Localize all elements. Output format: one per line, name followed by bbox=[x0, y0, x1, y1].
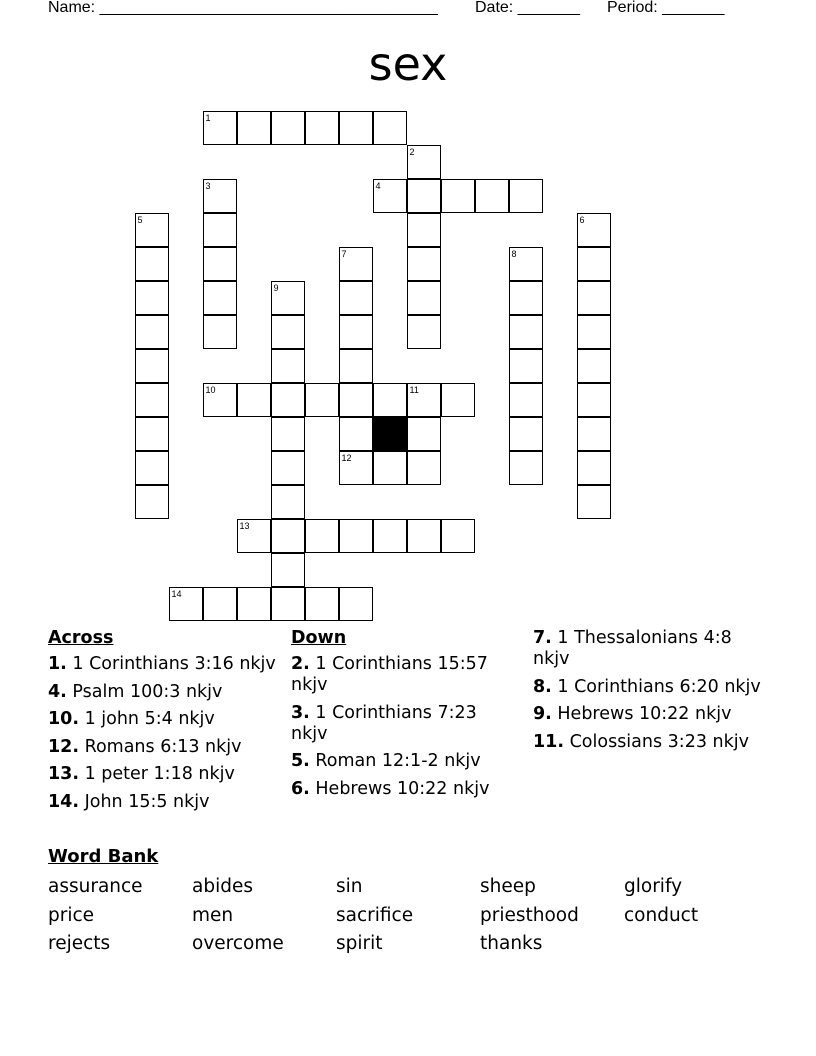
clue-item bbox=[291, 654, 516, 696]
word-bank-item: sacrifice bbox=[336, 904, 414, 926]
clue-item-number: 6. bbox=[291, 778, 310, 799]
clue-item bbox=[291, 703, 516, 745]
clue-number: 12 bbox=[341, 453, 352, 463]
word-bank-item: glorify bbox=[624, 876, 683, 897]
clue-item-number: 2. bbox=[291, 654, 310, 674]
clue-item-text: Romans 6:13 nkjv bbox=[79, 736, 242, 757]
grid-cell[interactable] bbox=[509, 281, 543, 315]
clue-item-text: 1 Corinthians 3:16 nkjv bbox=[66, 654, 276, 674]
grid-cell[interactable] bbox=[339, 451, 373, 485]
clue-item bbox=[533, 732, 763, 753]
clue-item-number: 14. bbox=[48, 791, 80, 812]
grid-cell[interactable] bbox=[407, 383, 441, 417]
clue-item-text: Hebrews 10:22 nkjv bbox=[309, 778, 490, 799]
clue-item-number: 13. bbox=[48, 764, 80, 784]
grid-cell[interactable] bbox=[271, 519, 305, 553]
grid-cell[interactable] bbox=[407, 179, 441, 213]
word-bank-item: conduct bbox=[624, 904, 699, 926]
page-title: sex bbox=[368, 37, 448, 91]
grid-cell[interactable] bbox=[237, 111, 271, 145]
grid-cell[interactable] bbox=[271, 349, 305, 383]
date-field-label: Date: _______ bbox=[475, 0, 580, 16]
clue-item-text: 1 Corinthians 15:57 nkjv bbox=[291, 654, 488, 695]
clue-number: 1 bbox=[205, 113, 211, 123]
grid-cell[interactable] bbox=[135, 247, 169, 281]
clues-column-2 bbox=[291, 628, 516, 806]
clue-number: 13 bbox=[239, 521, 250, 531]
across-heading: Across bbox=[48, 628, 114, 648]
clue-number: 5 bbox=[137, 215, 143, 225]
period-field-label: Period: _______ bbox=[607, 0, 725, 16]
grid-cell[interactable] bbox=[577, 485, 611, 519]
grid-cell[interactable] bbox=[407, 315, 441, 349]
word-bank bbox=[48, 873, 768, 959]
grid-cell[interactable] bbox=[339, 587, 373, 621]
grid-cell[interactable] bbox=[271, 111, 305, 145]
clue-item-text: 1 peter 1:18 nkjv bbox=[79, 764, 235, 784]
clue-item bbox=[533, 628, 763, 670]
clue-item-text: 1 john 5:4 nkjv bbox=[79, 709, 215, 729]
grid-cell[interactable] bbox=[407, 145, 441, 179]
grid-cell[interactable] bbox=[577, 315, 611, 349]
grid-cell[interactable] bbox=[305, 587, 339, 621]
black-square bbox=[373, 417, 407, 451]
grid-cell[interactable] bbox=[509, 349, 543, 383]
grid-cell[interactable] bbox=[373, 383, 407, 417]
grid-cell[interactable] bbox=[407, 451, 441, 485]
grid-cell[interactable] bbox=[203, 179, 237, 213]
grid-cell[interactable] bbox=[237, 383, 271, 417]
word-bank-item: price bbox=[48, 904, 95, 926]
grid-cell[interactable] bbox=[339, 349, 373, 383]
grid-cell[interactable] bbox=[577, 281, 611, 315]
clue-item-number: 9. bbox=[533, 704, 552, 724]
grid-cell[interactable] bbox=[339, 417, 373, 451]
across-clue-list bbox=[48, 654, 278, 813]
word-bank-heading: Word Bank bbox=[48, 846, 159, 867]
grid-cell[interactable] bbox=[339, 519, 373, 553]
grid-cell[interactable] bbox=[203, 213, 237, 247]
clue-number: 9 bbox=[273, 283, 279, 293]
grid-cell[interactable] bbox=[203, 111, 237, 145]
grid-cell[interactable] bbox=[373, 519, 407, 553]
grid-cell[interactable] bbox=[373, 179, 407, 213]
word-bank-item: sheep bbox=[480, 876, 536, 897]
down-heading: Down bbox=[291, 628, 347, 648]
grid-cell[interactable] bbox=[509, 247, 543, 281]
grid-cell[interactable] bbox=[509, 383, 543, 417]
clue-item bbox=[48, 709, 278, 730]
word-bank-item: thanks bbox=[480, 933, 543, 954]
grid-cell[interactable] bbox=[339, 111, 373, 145]
grid-cell[interactable] bbox=[407, 281, 441, 315]
clue-item bbox=[533, 677, 763, 698]
grid-cell[interactable] bbox=[271, 587, 305, 621]
grid-cell[interactable] bbox=[441, 179, 475, 213]
grid-cell[interactable] bbox=[271, 315, 305, 349]
grid-cell[interactable] bbox=[441, 519, 475, 553]
grid-cell[interactable] bbox=[271, 417, 305, 451]
clue-number: 10 bbox=[205, 385, 216, 395]
word-bank-item: spirit bbox=[336, 933, 383, 954]
grid-cell[interactable] bbox=[271, 553, 305, 587]
grid-cell[interactable] bbox=[203, 587, 237, 621]
grid-cell[interactable] bbox=[509, 417, 543, 451]
grid-cell[interactable] bbox=[135, 485, 169, 519]
grid-cell[interactable] bbox=[509, 451, 543, 485]
grid-cell[interactable] bbox=[135, 417, 169, 451]
word-bank-item: priesthood bbox=[480, 904, 579, 926]
grid-cell[interactable] bbox=[577, 451, 611, 485]
clue-item bbox=[533, 704, 763, 725]
grid-cell[interactable] bbox=[577, 383, 611, 417]
grid-cell[interactable] bbox=[135, 315, 169, 349]
clue-item-text: Colossians 3:23 nkjv bbox=[564, 731, 749, 752]
clue-item-text: Psalm 100:3 nkjv bbox=[66, 681, 223, 702]
grid-cell[interactable] bbox=[237, 587, 271, 621]
clue-item-number: 8. bbox=[533, 676, 552, 697]
grid-cell[interactable] bbox=[407, 417, 441, 451]
grid-cell[interactable] bbox=[237, 519, 271, 553]
clue-item-number: 5. bbox=[291, 751, 310, 771]
clue-number: 7 bbox=[341, 249, 347, 259]
grid-cell[interactable] bbox=[339, 315, 373, 349]
grid-cell[interactable] bbox=[475, 179, 509, 213]
grid-cell[interactable] bbox=[271, 281, 305, 315]
clue-item-text: 1 Corinthians 6:20 nkjv bbox=[551, 676, 761, 697]
clue-item-number: 4. bbox=[48, 681, 67, 702]
clue-number: 2 bbox=[409, 147, 415, 157]
grid-cell[interactable] bbox=[407, 213, 441, 247]
word-bank-item: assurance bbox=[48, 876, 143, 897]
word-bank-item: rejects bbox=[48, 933, 111, 954]
grid-cell[interactable] bbox=[339, 383, 373, 417]
clues-column-3 bbox=[533, 628, 763, 759]
clue-item-text: 1 Corinthians 7:23 nkjv bbox=[291, 702, 477, 744]
word-bank-item: overcome bbox=[192, 933, 284, 954]
grid-cell[interactable] bbox=[203, 247, 237, 281]
clue-item-text: Roman 12:1-2 nkjv bbox=[309, 751, 481, 771]
clue-item-number: 3. bbox=[291, 702, 310, 723]
clue-number: 4 bbox=[375, 181, 381, 191]
clue-number: 11 bbox=[409, 385, 419, 395]
clue-number: 8 bbox=[511, 249, 517, 259]
grid-cell[interactable] bbox=[203, 315, 237, 349]
grid-cell[interactable] bbox=[135, 383, 169, 417]
grid-cell[interactable] bbox=[203, 281, 237, 315]
grid-cell[interactable] bbox=[407, 519, 441, 553]
down-clue-list bbox=[291, 654, 516, 800]
grid-cell[interactable] bbox=[169, 587, 203, 621]
grid-cell[interactable] bbox=[577, 247, 611, 281]
down-clue-list-continued bbox=[533, 628, 763, 753]
grid-cell[interactable] bbox=[305, 383, 339, 417]
clue-item-number: 1. bbox=[48, 654, 67, 674]
clue-item-number: 10. bbox=[48, 709, 80, 729]
word-bank-item: abides bbox=[192, 876, 253, 897]
grid-cell[interactable] bbox=[135, 349, 169, 383]
grid-cell[interactable] bbox=[271, 485, 305, 519]
clue-number: 14 bbox=[171, 589, 182, 599]
clue-item bbox=[48, 682, 278, 703]
grid-cell[interactable] bbox=[271, 451, 305, 485]
word-bank-item: sin bbox=[336, 876, 363, 897]
word-bank-item: men bbox=[192, 904, 234, 926]
clue-number: 6 bbox=[579, 215, 585, 225]
clue-item-text: Hebrews 10:22 nkjv bbox=[551, 704, 732, 724]
clues-column-1 bbox=[48, 628, 278, 819]
name-field-label: Name: ______________________________________ bbox=[48, 0, 438, 16]
clue-item bbox=[48, 764, 278, 785]
grid-cell[interactable] bbox=[577, 213, 611, 247]
grid-cell[interactable] bbox=[407, 247, 441, 281]
grid-cell[interactable] bbox=[373, 111, 407, 145]
grid-cell[interactable] bbox=[305, 519, 339, 553]
grid-cell[interactable] bbox=[305, 111, 339, 145]
clue-item bbox=[48, 654, 278, 675]
clue-item-number: 12. bbox=[48, 736, 80, 757]
grid-cell[interactable] bbox=[339, 247, 373, 281]
grid-cell[interactable] bbox=[203, 383, 237, 417]
grid-cell[interactable] bbox=[339, 281, 373, 315]
grid-cell[interactable] bbox=[271, 383, 305, 417]
grid-cell[interactable] bbox=[577, 349, 611, 383]
clue-item-number: 7. bbox=[533, 628, 552, 648]
clue-item-text: 1 Thessalonians 4:8 nkjv bbox=[533, 628, 732, 669]
clue-item-number: 11. bbox=[533, 731, 565, 752]
grid-cell[interactable] bbox=[441, 383, 475, 417]
clue-number: 3 bbox=[205, 181, 211, 191]
grid-cell[interactable] bbox=[373, 451, 407, 485]
clue-item bbox=[291, 751, 516, 772]
grid-cell[interactable] bbox=[135, 213, 169, 247]
clue-item bbox=[48, 737, 278, 758]
clue-item-text: John 15:5 nkjv bbox=[79, 791, 210, 812]
clue-item bbox=[291, 779, 516, 800]
grid-cell[interactable] bbox=[509, 179, 543, 213]
grid-cell[interactable] bbox=[509, 315, 543, 349]
grid-cell[interactable] bbox=[135, 281, 169, 315]
clue-item bbox=[48, 792, 278, 813]
grid-cell[interactable] bbox=[135, 451, 169, 485]
grid-cell[interactable] bbox=[577, 417, 611, 451]
